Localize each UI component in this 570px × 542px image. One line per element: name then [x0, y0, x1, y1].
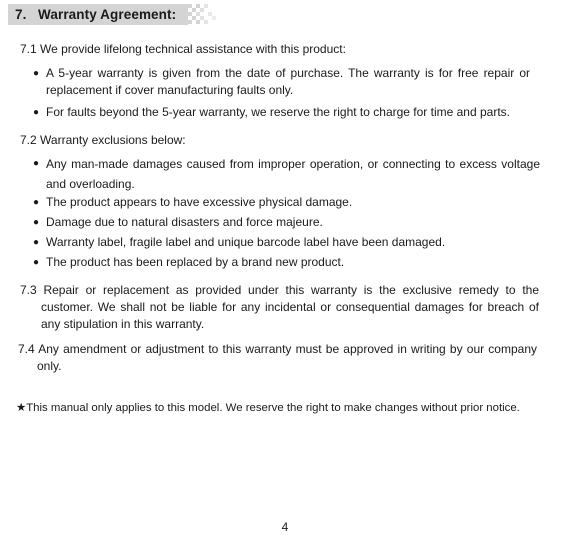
clause-7-4: 7.4 Any amendment or adjustment to this warranty must be approved in writing by our company only. — [18, 342, 537, 373]
bullet-text: The product appears to have excessive physical damage. — [46, 195, 353, 209]
bullet-text: Damage due to natural disasters and force majeure. — [46, 215, 323, 229]
list-item — [33, 65, 530, 99]
bullet-text: For faults beyond the 5-year warranty, we reserve the right to charge for time and parts. — [46, 105, 510, 119]
bullet-dot: ● — [33, 158, 40, 169]
clause-7-2-heading: 7.2 Warranty exclusions below: — [20, 133, 186, 147]
header-pixel-decoration — [184, 4, 218, 25]
bullet-dot: ● — [33, 107, 40, 118]
bullet-text: A 5-year warranty is given from the date of purchase. The warranty is for free repair or replacement if cover manufacturing faults only. — [46, 66, 530, 97]
bullet-dot: ● — [33, 217, 40, 228]
list-item — [33, 254, 345, 271]
page-number: 4 — [281, 520, 289, 534]
list-item — [33, 194, 353, 211]
bullet-dot: ● — [33, 197, 40, 208]
bullet-text: Warranty label, fragile label and unique barcode label have been damaged. — [46, 235, 446, 249]
notice-text: This manual only applies to this model. We reserve the right to make changes without prior notice. — [26, 402, 520, 414]
bullet-dot: ● — [33, 68, 40, 79]
section-header — [8, 4, 184, 25]
clause-7-3: 7.3 Repair or replacement as provided under this warranty is the exclusive remedy to the customer. We shall not be liable for any incidental or consequential damages for breach of any stipulation in this warranty. — [20, 283, 539, 331]
star-icon: ★ — [16, 402, 27, 414]
section-title: 7. Warranty Agreement: — [15, 7, 177, 22]
list-item — [33, 154, 540, 194]
bullet-text: Any man-made damages caused from improper operation, or connecting to excess voltage and overloading. — [46, 157, 540, 191]
clause-7-1-heading: 7.1 We provide lifelong technical assistance with this product: — [20, 42, 346, 56]
list-item — [33, 104, 510, 121]
bullet-text: The product has been replaced by a brand new product. — [46, 255, 345, 269]
bullet-dot: ● — [33, 237, 40, 248]
list-item — [33, 234, 446, 251]
notice — [16, 400, 520, 416]
bullet-dot: ● — [33, 257, 40, 268]
list-item — [33, 214, 323, 231]
